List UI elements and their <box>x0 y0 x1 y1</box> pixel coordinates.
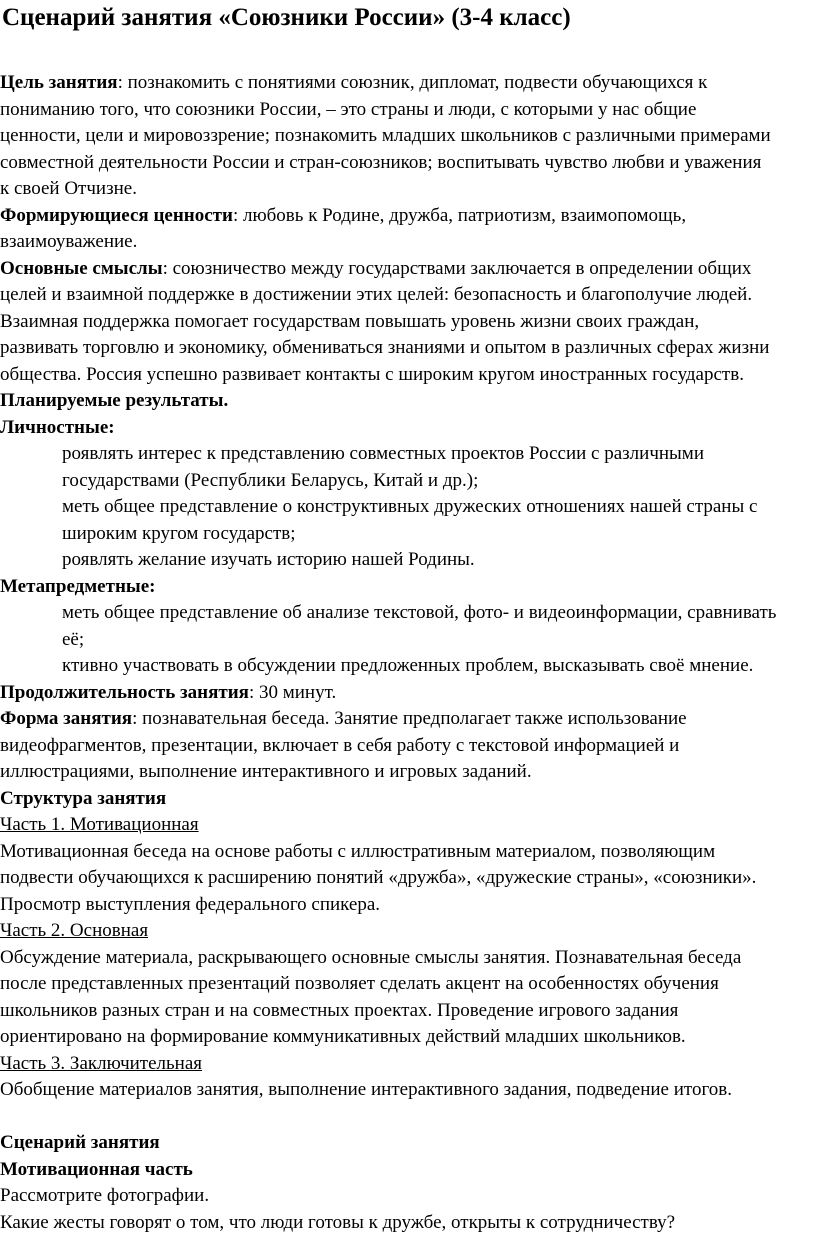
personal-item-1: роявлять интерес к представлению совместных проектов России с различными <box>62 443 705 464</box>
part2-line-2: после представленных презентаций позволяет сделать акцент на особенностях обучения <box>0 973 719 994</box>
page-title: Сценарий занятия «Союзники России» (3-4 класс) <box>2 4 571 31</box>
document-body <box>0 70 816 1236</box>
goal-text: : познакомить с понятиями союзник, дипломат, подвести обучающихся к <box>117 72 708 93</box>
meanings-line-2: целей и взаимной поддержке в достижении этих целей: безопасность и благополучие людей. <box>0 284 753 305</box>
values-label: Формирующиеся ценности <box>0 204 233 226</box>
meanings-line-4: развивать торговлю и экономику, обмениваться знаниями и опытом в различных сферах жизни <box>0 337 770 358</box>
duration-label: Продолжительность занятия <box>0 681 249 703</box>
part3-line-1: Обобщение материалов занятия, выполнение интерактивного задания, подведение итогов. <box>0 1079 732 1100</box>
form-line-1 <box>0 706 816 733</box>
personal-item-3: роявлять желание изучать историю нашей Родины. <box>62 549 475 570</box>
form-line-3: иллюстрациями, выполнение интерактивного и игровых заданий. <box>0 761 532 782</box>
values-line-1 <box>0 203 816 230</box>
personal-item-1-cont: государствами (Республики Беларусь, Китай и др.); <box>62 469 479 491</box>
blank-line <box>0 1104 816 1131</box>
scenario-line-1: Рассмотрите фотографии. <box>0 1185 210 1206</box>
personal-item-2-cont: широким кругом государств; <box>62 522 296 544</box>
goal-line-3: ценности, цели и мировоззрение; познакомить младших школьников с различными примерами <box>0 125 771 146</box>
goal-line-4: совместной деятельности России и стран-союзников; воспитывать чувство любви и уважения <box>0 151 762 173</box>
duration-text: : 30 минут. <box>248 681 337 703</box>
part2-line-3: школьников разных стран и на совместных проектах. Проведение игрового задания <box>0 999 679 1021</box>
goal-line-1 <box>0 70 816 97</box>
scenario-subheading: Мотивационная часть <box>0 1158 193 1180</box>
part1-heading: Часть 1. Мотивационная <box>0 814 199 835</box>
meanings-line-3: Взаимная поддержка помогает государствам повышать уровень жизни своих граждан, <box>0 310 700 332</box>
form-text: : познавательная беседа. Занятие предполагает также использование <box>132 708 687 729</box>
personal-heading: Личностные: <box>0 416 115 438</box>
personal-item-2: меть общее представление о конструктивных дружеских отношениях нашей страны с <box>62 496 758 517</box>
meanings-line-1 <box>0 256 816 283</box>
duration-line <box>0 680 816 707</box>
part2-heading: Часть 2. Основная <box>0 920 149 941</box>
meta-item-1-cont: её; <box>62 628 85 650</box>
values-text: : любовь к Родине, дружба, патриотизм, взаимопомощь, <box>232 204 687 226</box>
form-label: Форма занятия <box>0 708 133 729</box>
goal-label: Цель занятия <box>0 72 118 93</box>
part2-line-1: Обсуждение материала, раскрывающего основные смыслы занятия. Познавательная беседа <box>0 946 742 968</box>
meta-item-2: ктивно участвовать в обсуждении предложенных проблем, высказывать своё мнение. <box>62 655 754 676</box>
part1-line-2: подвести обучающихся к расширению понятий «дружба», «дружеские страны», «союзники». <box>0 867 757 888</box>
scenario-line-2: Какие жесты говорят о том, что люди готовы к дружбе, открыты к сотрудничеству? <box>0 1211 676 1233</box>
meta-heading: Метапредметные: <box>0 575 156 597</box>
values-line-2: взаимоуважение. <box>0 231 138 252</box>
scenario-heading: Сценарий занятия <box>0 1132 160 1153</box>
meanings-text: : союзничество между государствами заключается в определении общих <box>162 257 752 279</box>
results-heading: Планируемые результаты. <box>0 390 229 411</box>
goal-line-5: к своей Отчизне. <box>0 178 137 199</box>
goal-line-2: пониманию того, что союзники России, – это страны и люди, с которыми у нас общие <box>0 98 697 120</box>
meanings-label: Основные смыслы <box>0 257 163 279</box>
part1-line-1: Мотивационная беседа на основе работы с иллюстративным материалом, позволяющим <box>0 840 716 862</box>
part2-line-4: ориентировано на формирование коммуникативных действий младших школьников. <box>0 1026 686 1047</box>
part3-heading: Часть 3. Заключительная <box>0 1052 203 1074</box>
meanings-line-5: общества. Россия успешно развивает контакты с широким кругом иностранных государств. <box>0 363 744 385</box>
form-line-2: видеофрагментов, презентации, включает в себя работу с текстовой информацией и <box>0 734 680 756</box>
meta-item-1: меть общее представление об анализе текстовой, фото- и видеоинформации, сравнивать <box>62 602 777 623</box>
structure-heading: Структура занятия <box>0 787 167 809</box>
part1-line-3: Просмотр выступления федерального спикера. <box>0 893 381 915</box>
